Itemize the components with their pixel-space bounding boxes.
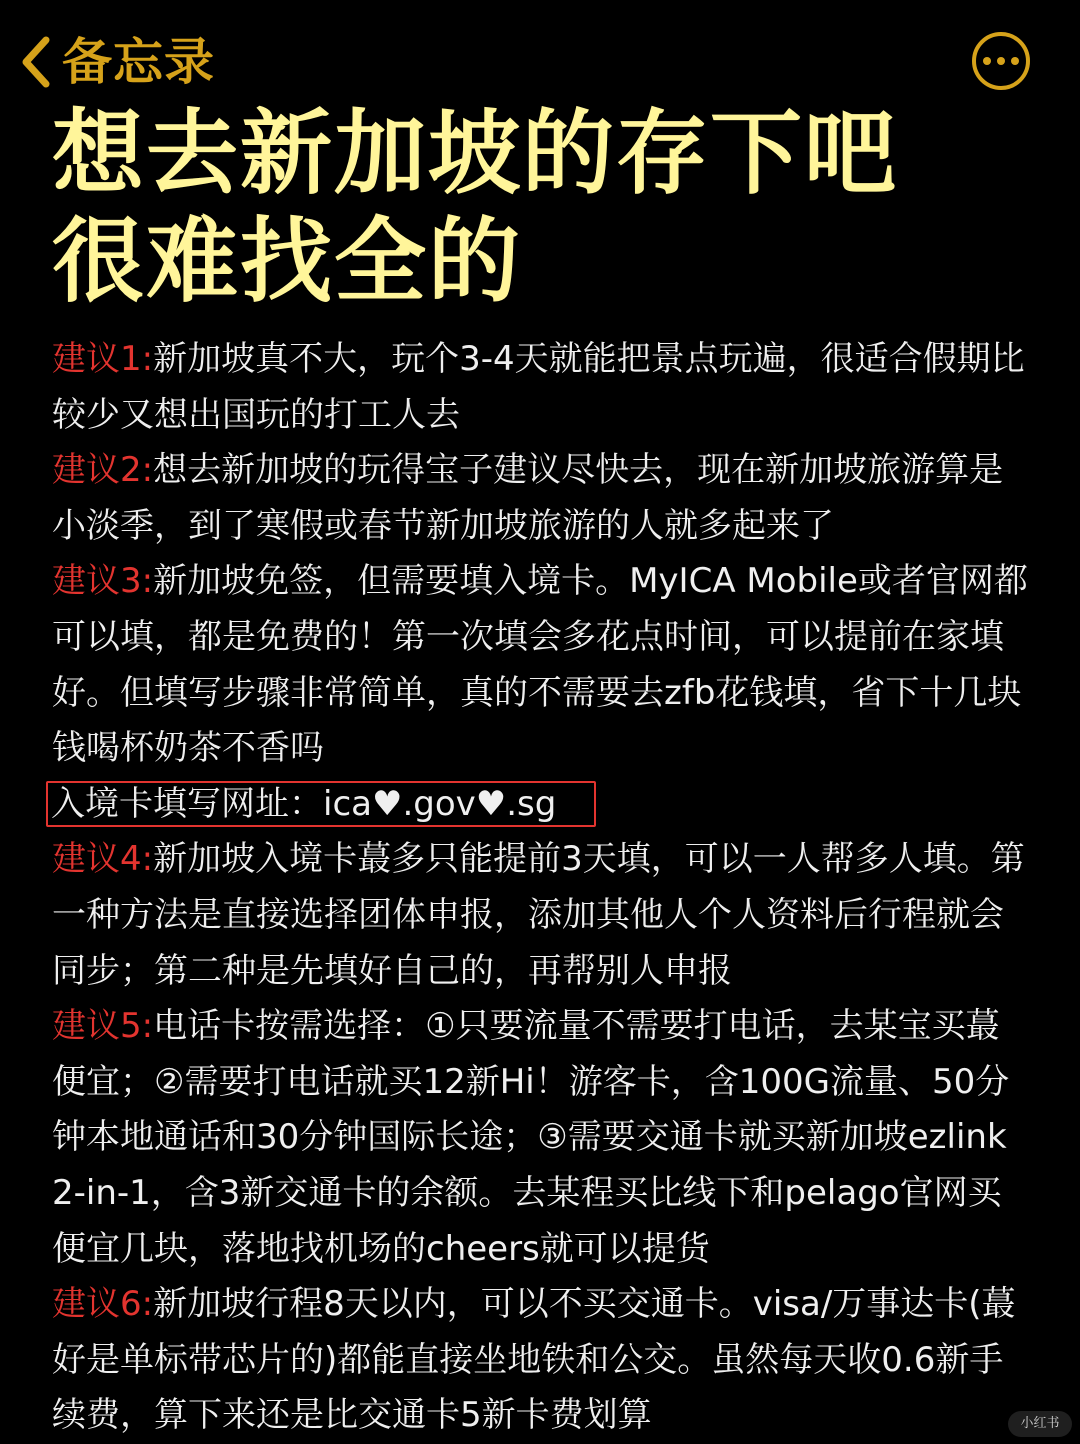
website-highlight-line — [52, 777, 1032, 833]
tip-text: 新加坡行程8天以内，可以不买交通卡。visa/万事达卡(蕞好是单标带芯片的)都能直接坐地铁和公交。虽然每天收0.6新手续费，算下来还是比交通卡5新卡费划算 — [52, 1284, 1016, 1436]
tip-text: 新加坡免签，但需要填入境卡。MyICA Mobile或者官网都可以填，都是免费的！第一次填会多花点时间，可以提前在家填好。但填写步骤非常简单，真的不需要去zfb花钱填，省下十几块钱喝杯奶茶不香吗 — [52, 561, 1028, 769]
tip-tag: 建议6: — [52, 1284, 154, 1325]
ellipsis-dot — [1011, 57, 1019, 65]
note-title-line-2: 很难找全的 — [52, 208, 523, 315]
tip-paragraph-2 — [52, 443, 1032, 554]
watermark-logo: 小红书 — [1008, 1411, 1072, 1437]
tip-paragraph-4 — [52, 832, 1032, 999]
note-body[interactable] — [52, 332, 1032, 1444]
tip-text: 新加坡入境卡蕞多只能提前3天填，可以一人帮多人填。第一种方法是直接选择团体申报，添加其他人个人资料后行程就会同步；第二种是先填好自己的，再帮别人申报 — [52, 839, 1025, 991]
back-button[interactable] — [18, 30, 215, 94]
tip-tag: 建议1: — [52, 339, 154, 379]
tip-text: 新加坡真不大，玩个3-4天就能把景点玩遍，很适合假期比较少又想出国玩的打工人去 — [52, 339, 1025, 435]
chevron-left-icon — [18, 34, 52, 90]
more-options-button[interactable] — [972, 32, 1030, 90]
tip-paragraph-5 — [52, 999, 1032, 1277]
tip-paragraph-6 — [52, 1277, 1032, 1444]
tip-text: 想去新加坡的玩得宝子建议尽快去，现在新加坡旅游算是小淡季，到了寒假或春节新加坡旅游的人就多起来了 — [52, 450, 1004, 546]
tip-paragraph-1 — [52, 332, 1032, 443]
tip-tag: 建议2: — [52, 450, 154, 491]
note-title — [52, 100, 1032, 316]
ellipsis-dot — [997, 57, 1005, 65]
tip-text: 电话卡按需选择：①只要流量不需要打电话，去某宝买蕞便宜；②需要打电话就买12新Hi！游客卡，含100G流量、50分钟本地通话和30分钟国际长途；③需要交通卡就买新加坡ezlink 2-in-1，含3新交通卡的余额。去某程买比线下和pelago官网买便宜几块，落地找机场的cheers就可以提货 — [52, 1006, 1010, 1269]
entry-card-website-box: 入境卡填写网址：ica♥.gov♥.sg — [46, 781, 596, 827]
ellipsis-circle-icon — [983, 57, 991, 65]
tip-tag: 建议5: — [52, 1006, 154, 1047]
tip-tag: 建议3: — [52, 561, 154, 602]
tip-tag: 建议4: — [52, 839, 154, 880]
back-label: 备忘录 — [62, 33, 215, 91]
tip-paragraph-3 — [52, 554, 1032, 776]
note-title-line-1: 想去新加坡的存下吧 — [52, 100, 899, 207]
